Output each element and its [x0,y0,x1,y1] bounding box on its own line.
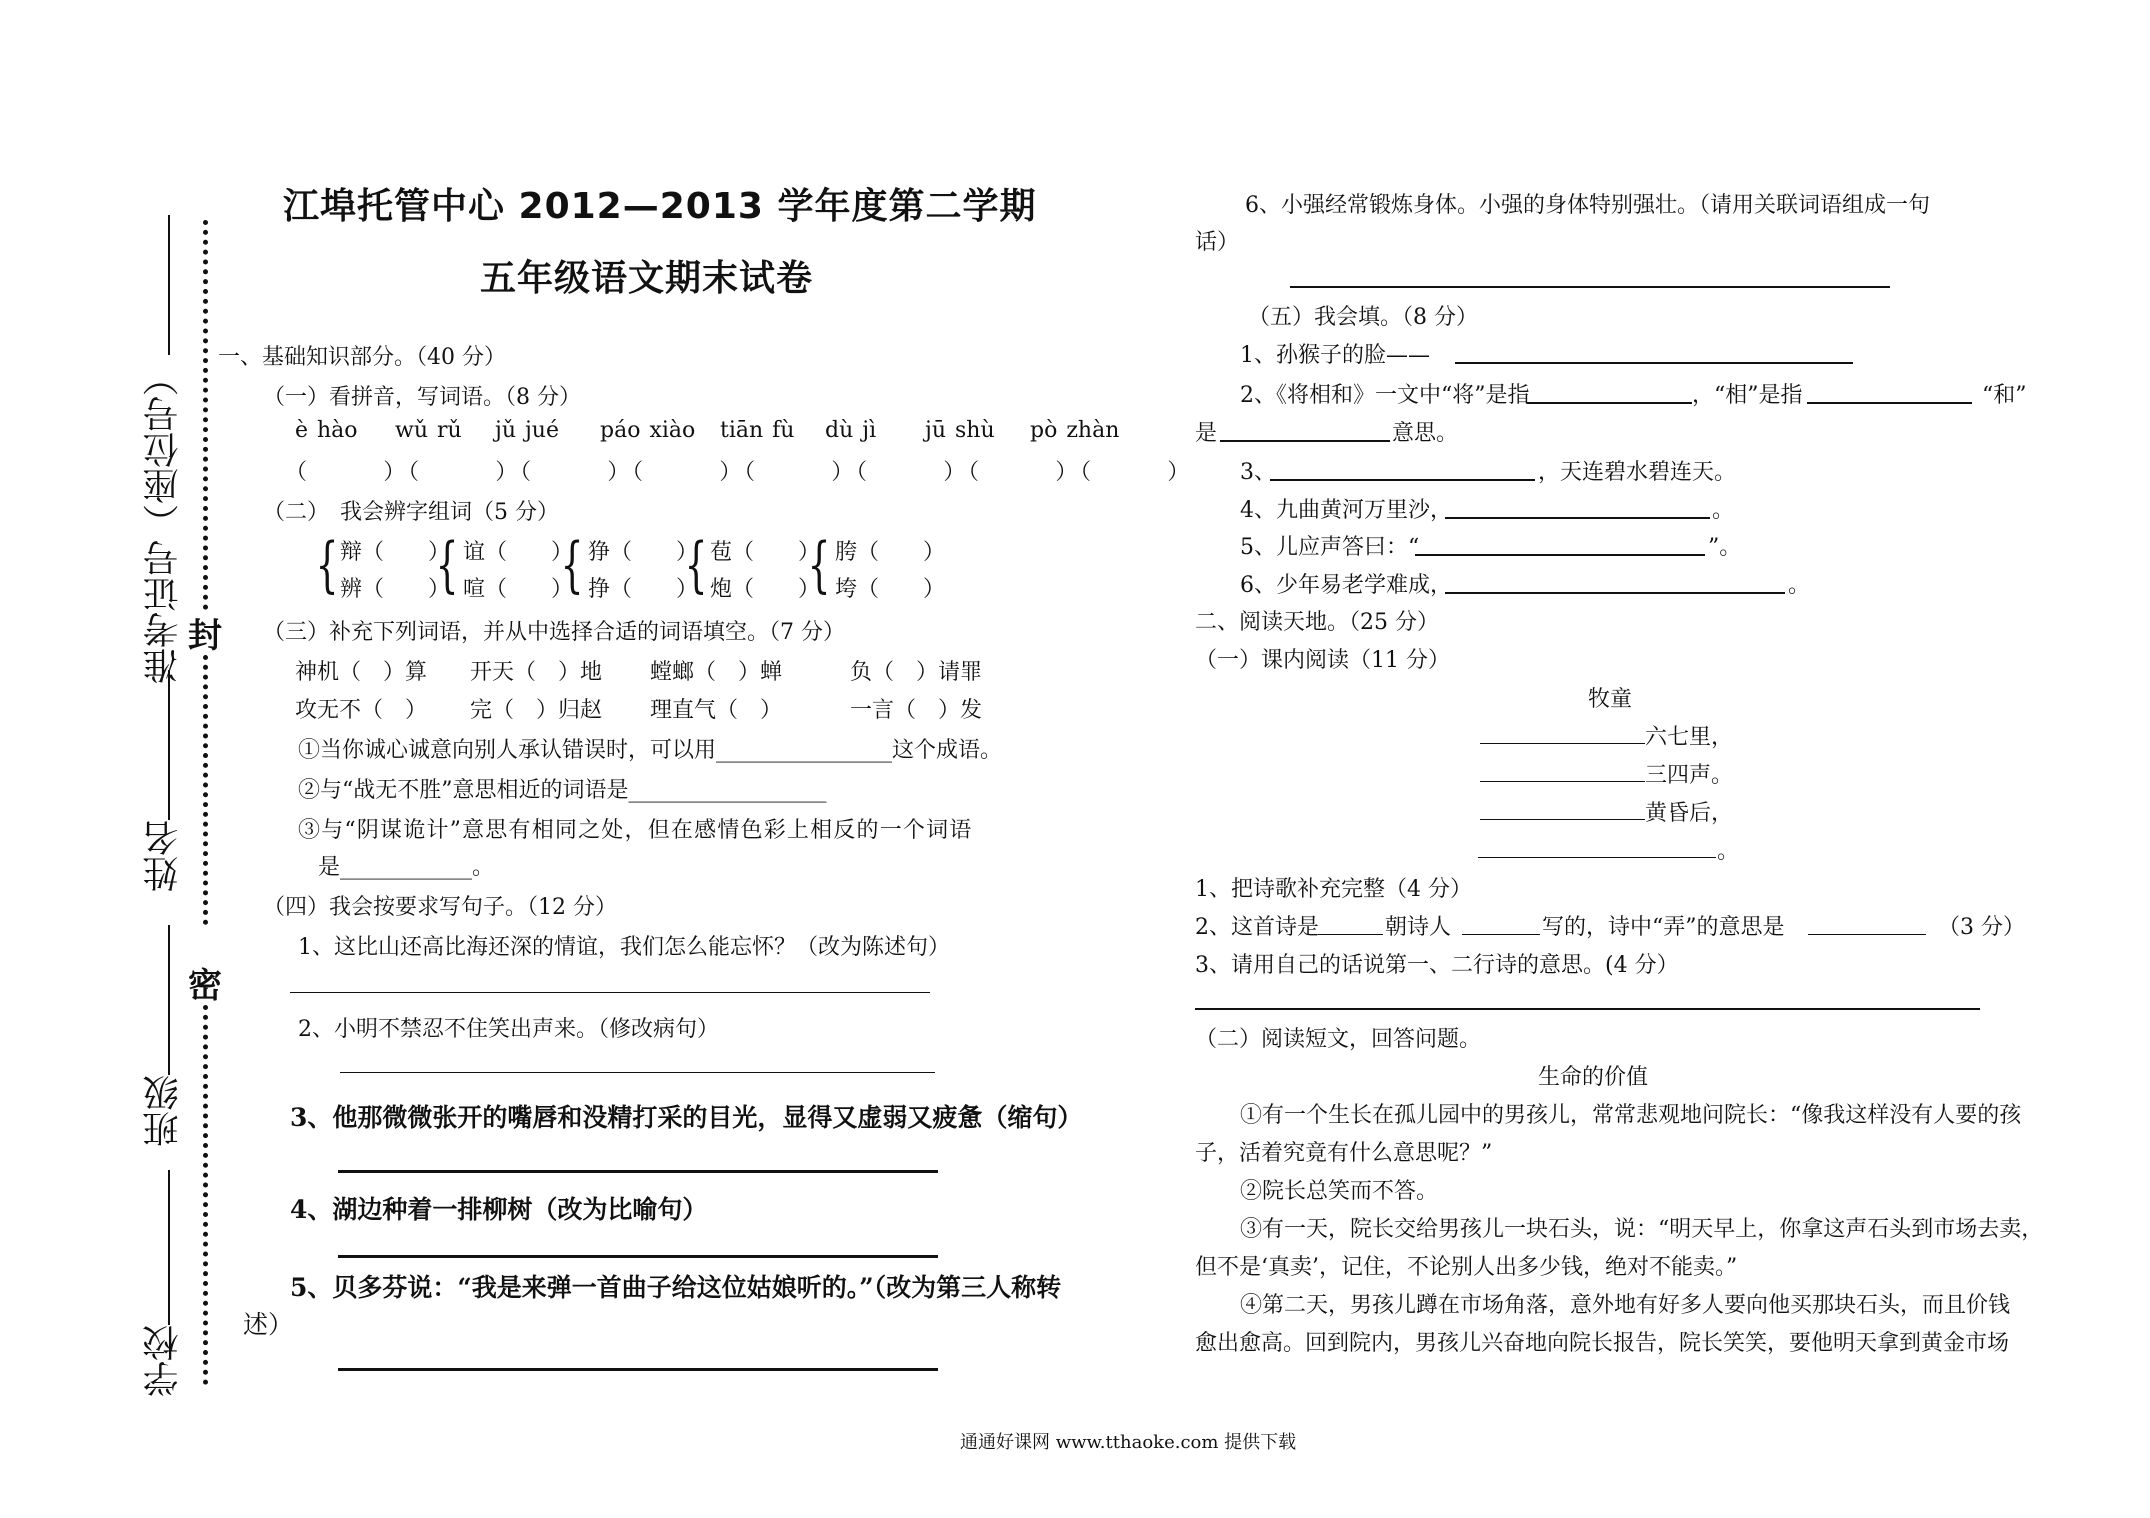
rq6a: 6、小强经常锻炼身体。小强的身体特别强壮。（请用关联词语组成一句 [1245,193,1930,218]
class-label: 班级 [143,1075,184,1147]
poem-blank-4[interactable] [1478,857,1716,858]
answer-line-dynasty[interactable] [1318,934,1383,935]
answer-line-f6[interactable] [1445,592,1785,594]
answer-line-f2b[interactable] [1807,402,1972,404]
brace-4: { [684,530,708,600]
sentence-question-4: 4、湖边种着一排柳树（改为比喻句） [290,1195,708,1224]
exam-no-label: 准考证号（座位号） [143,360,184,684]
seal-dotted-line-3 [203,1005,208,1385]
reading1-q1: 1、把诗歌补充完整（4 分） [1195,877,1472,902]
answer-line-f5[interactable] [1415,554,1705,556]
seal-dotted-line-1 [203,220,208,610]
poem-blank-3[interactable] [1480,819,1645,820]
exam-title-line1: 江埠托管中心 2012—2013 学年度第二学期 [283,186,1037,227]
binding-line-mid3 [168,1170,170,1325]
fill-q2b: ，“相”是指 [1692,383,1803,408]
idiom-question-2: ②与“战无不胜”意思相近的词语是__________________ [298,778,827,803]
essay-line-5: 但不是‘真卖’，记住，不论别人出多少钱，绝对不能卖。” [1195,1255,1738,1280]
char-pair-3b[interactable]: 挣（ ） [588,577,699,602]
fill-q2c: “和” [1982,383,2027,408]
idiom-2[interactable]: 开天（ ）地 [470,660,603,685]
brace-1: { [315,530,339,600]
reading1-q2a: 2、这首诗是 [1195,915,1319,940]
idiom-3[interactable]: 螳螂（ ）蝉 [650,660,783,685]
school-label: 学校 [143,1325,184,1397]
answer-line-s5[interactable] [338,1368,938,1371]
pinyin-7: jū shù [925,418,995,443]
fill-q1: 1、孙猴子的脸—— [1240,343,1430,368]
essay-line-7: 愈出愈高。回到院内，男孩儿兴奋地向院长报告，院长笑笑，要他明天拿到黄金市场 [1195,1331,2010,1356]
answer-line-f3[interactable] [1270,479,1535,481]
rq6b: 话） [1195,230,1240,255]
poem-line-3: 黄昏后， [1645,801,1734,826]
fill-q2d: 是 [1195,421,1218,446]
seal-mi: 密 [188,966,222,1006]
char-pair-2b[interactable]: 喧（ ） [463,577,574,602]
answer-line-s3[interactable] [338,1170,938,1173]
brace-5: { [807,530,831,600]
poem-blank-2[interactable] [1480,781,1645,782]
char-pair-4b[interactable]: 炮（ ） [710,577,821,602]
sentence-question-5b: 述） [243,1310,294,1339]
poem-line-2: 三四声。 [1645,763,1734,788]
char-pair-1b[interactable]: 辨（ ） [340,577,451,602]
answer-line-s4[interactable] [338,1255,938,1258]
fill-q2a: 2、《将相和》一文中“将”是指 [1240,383,1530,408]
pinyin-2: wǔ rǔ [395,418,462,443]
pinyin-1: è hào [295,418,358,443]
answer-line-f2a[interactable] [1527,402,1692,404]
idiom-7[interactable]: 理直气（ ） [650,698,783,723]
poem-title: 牧童 [1588,687,1633,712]
sentence-question-2: 2、小明不禁忍不住笑出声来。（修改病句） [298,1017,719,1042]
fill-q4: 4、九曲黄河万里沙， [1240,498,1452,523]
seal-feng: 封 [188,616,222,656]
fill-q6: 6、少年易老学难成， [1240,573,1452,598]
brace-2: { [435,530,459,600]
idiom-6[interactable]: 完（ ）归赵 [470,698,603,723]
poem-blank-1[interactable] [1480,743,1645,744]
pinyin-answer-blanks[interactable]: （ ）（ ）（ ）（ ）（ ）（ ）（ ）（ ） [285,460,1193,485]
reading1-q2b: 朝诗人 [1385,915,1452,940]
part5-title: （五）我会填。（8 分） [1248,305,1478,330]
essay-title: 生命的价值 [1538,1065,1649,1090]
section2-heading: 二、阅读天地。（25 分） [1195,610,1439,635]
fill-q6-end: 。 [1788,573,1811,598]
char-pair-2a[interactable]: 谊（ ） [463,540,574,565]
footer-source: 通通好课网 www.tthaoke.com 提供下载 [960,1432,1297,1453]
reading1-q2d: （3 分） [1938,915,2025,940]
fill-q2e: 意思。 [1392,421,1459,446]
part2-title: （二） 我会辨字组词（5 分） [263,500,559,525]
poem-line-1: 六七里， [1645,725,1734,750]
answer-line-poet[interactable] [1462,934,1540,935]
binding-line-mid1 [168,670,170,820]
fill-q5: 5、儿应声答曰：“ [1240,535,1420,560]
part4-title: （四）我会按要求写句子。（12 分） [263,895,617,920]
pinyin-8: pò zhàn [1030,418,1120,443]
fill-q4-end: 。 [1712,498,1735,523]
essay-line-1: ①有一个生长在孤儿园中的男孩儿，常常悲观地问院长：“像我这样没有人要的孩 [1240,1103,2022,1128]
pinyin-5: tiān fù [720,418,795,443]
name-label: 姓名 [143,820,184,892]
answer-line-s1[interactable] [290,992,930,993]
sentence-question-3: 3、他那微微张开的嘴唇和没精打采的目光，显得又虚弱又疲惫（缩句） [290,1103,1083,1132]
pinyin-3: jǔ jué [495,418,559,443]
idiom-5[interactable]: 攻无不（ ） [295,698,428,723]
answer-line-f4[interactable] [1445,517,1710,519]
answer-line-r6[interactable] [1290,286,1890,288]
sentence-question-1: 1、这比山还高比海还深的情谊，我们怎么能忘怀？（改为陈述句） [298,935,950,960]
part1-title: （一）看拼音，写词语。（8 分） [263,385,581,410]
reading1-q2c: 写的，诗中“弄”的意思是 [1542,915,1785,940]
section1-heading: 一、基础知识部分。（40 分） [218,345,506,370]
sentence-question-5a: 5、贝多芬说：“我是来弹一首曲子给这位姑娘听的。”（改为第三人称转 [290,1273,1062,1302]
poem-line-4: 。 [1717,839,1740,864]
char-pair-5a[interactable]: 胯（ ） [835,540,946,565]
idiom-8[interactable]: 一言（ ）发 [850,698,983,723]
char-pair-3a[interactable]: 狰（ ） [588,540,699,565]
brace-3: { [560,530,584,600]
idiom-question-3a: ③与“阴谋诡计”意思有相同之处，但在感情色彩上相反的一个词语 [298,818,973,843]
answer-line-meaning[interactable] [1808,934,1926,935]
essay-line-3: ②院长总笑而不答。 [1240,1179,1439,1204]
part3-title: （三）补充下列词语，并从中选择合适的词语填空。（7 分） [263,620,845,645]
reading2-title: （二）阅读短文，回答问题。 [1195,1027,1482,1052]
pinyin-6: dù jì [825,418,877,443]
idiom-question-3b: 是____________。 [318,855,495,880]
answer-line-r1q3[interactable] [1195,1008,1980,1010]
exam-title-line2: 五年级语文期末试卷 [480,258,814,299]
fill-q3a: 3、 [1240,460,1276,485]
reading1-q3: 3、请用自己的话说第一、二行诗的意思。(4 分） [1195,953,1679,978]
answer-line-f1[interactable] [1455,362,1853,364]
fill-q3b: ，天连碧水碧连天。 [1538,460,1737,485]
idiom-4[interactable]: 负（ ）请罪 [850,660,983,685]
idiom-1[interactable]: 神机（ ）算 [295,660,428,685]
idiom-question-1: ①当你诚心诚意向别人承认错误时，可以用________________这个成语。 [298,738,1003,763]
answer-line-f2c[interactable] [1220,440,1390,442]
binding-line-mid2 [168,925,170,1075]
pinyin-4: páo xiào [600,418,696,443]
binding-line-top [168,215,170,355]
char-pair-5b[interactable]: 垮（ ） [835,577,946,602]
fill-q5-end: ”。 [1708,535,1742,560]
essay-line-4: ③有一天，院长交给男孩儿一块石头，说：“明天早上，你拿这声石头到市场去卖， [1240,1217,2044,1242]
char-pair-4a[interactable]: 苞（ ） [710,540,821,565]
essay-line-2: 子，活着究竟有什么意思呢？” [1195,1141,1493,1166]
essay-line-6: ④第二天，男孩儿蹲在市场角落，意外地有好多人要向他买那块石头，而且价钱 [1240,1293,2011,1318]
char-pair-1a[interactable]: 辩（ ） [340,540,451,565]
answer-line-s2[interactable] [340,1072,935,1073]
reading1-title: （一）课内阅读（11 分） [1195,648,1450,673]
seal-dotted-line-2 [203,655,208,925]
